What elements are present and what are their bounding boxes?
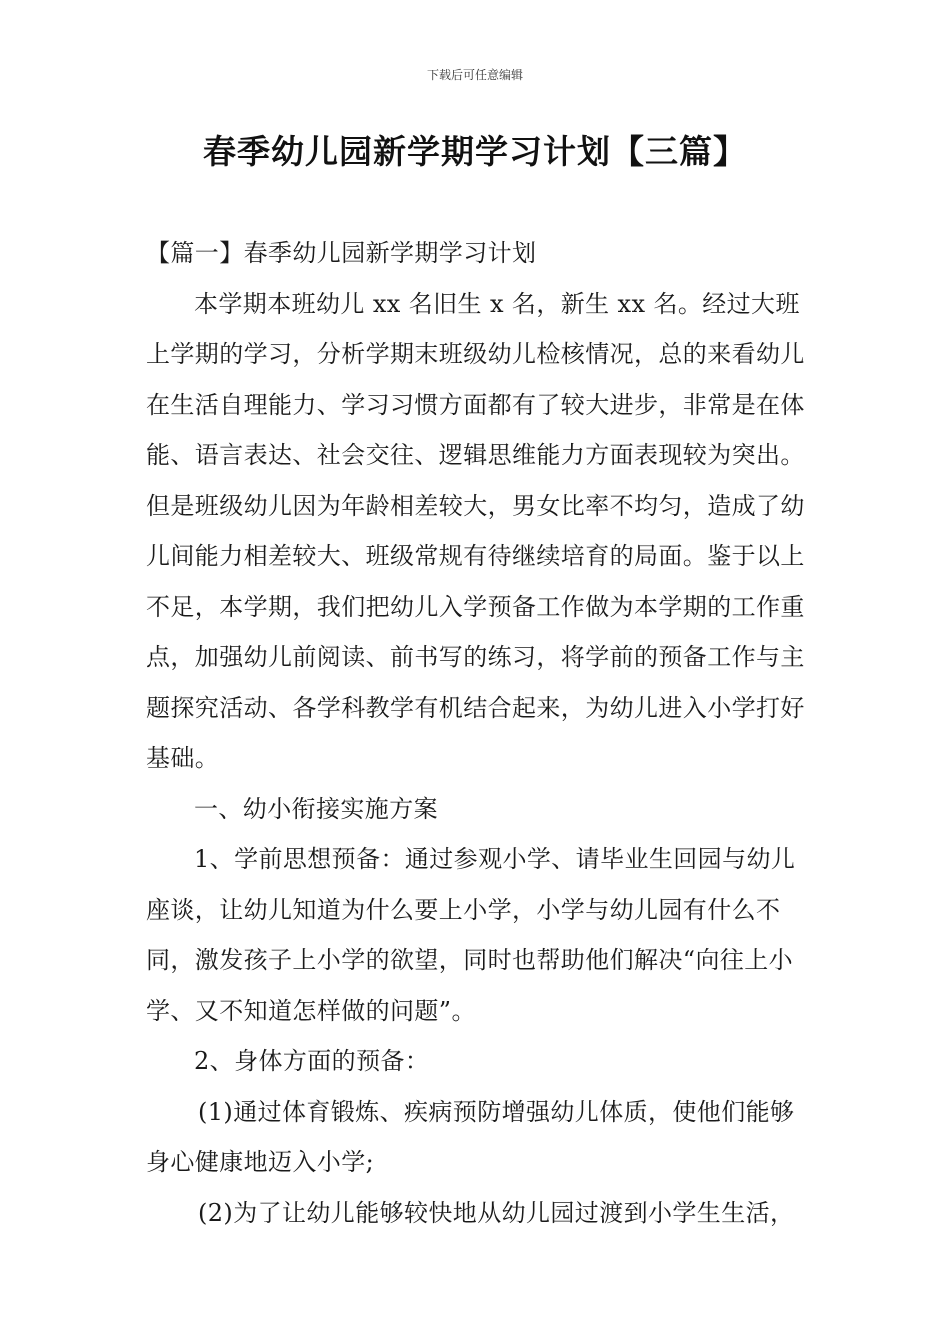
- document-title: 春季幼儿园新学期学习计划【三篇】: [203, 132, 747, 171]
- paragraph-item-1: 1、学前思想预备：通过参观小学、请毕业生回园与幼儿座谈，让幼儿知道为什么要上小学，小学与幼儿园有什么不同，激发孩子上小学的欲望，同时也帮助他们解决“向往上小学、又不知道怎样做的问题”。: [146, 845, 796, 1025]
- section-heading: 【篇一】春季幼儿园新学期学习计划: [146, 239, 537, 267]
- paragraph-intro: 本学期本班幼儿 xx 名旧生 x 名，新生 xx 名。经过大班上学期的学习，分析学期末班级幼儿检核情况，总的来看幼儿在生活自理能力、学习习惯方面都有了较大进步，非常是在体能、语言表达、社会交往、逻辑思维能力方面表现较为突出。但是班级幼儿因为年龄相差较大，男女比率不均匀，造成了幼儿间能力相差较大、班级常规有待继续培育的局面。鉴于以上不足，本学期，我们把幼儿入学预备工作做为本学期的工作重点，加强幼儿前阅读、前书写的练习，将学前的预备工作与主题探究活动、各学科教学有机结合起来，为幼儿进入小学打好基础。: [146, 289, 805, 772]
- paragraph-item-2: 2、身体方面的预备：: [194, 1047, 430, 1075]
- subheading-plan: 一、幼小衔接实施方案: [194, 794, 438, 823]
- header-note: 下载后可任意编辑: [426, 68, 523, 82]
- paragraph-subitem-2: (2)为了让幼儿能够较快地从幼儿园过渡到小学生生活，: [198, 1198, 795, 1227]
- document-body: [146, 228, 808, 1238]
- paragraph-subitem-1: (1)通过体育锻炼、疾病预防增强幼儿体质，使他们能够身心健康地迈入小学;: [146, 1097, 795, 1176]
